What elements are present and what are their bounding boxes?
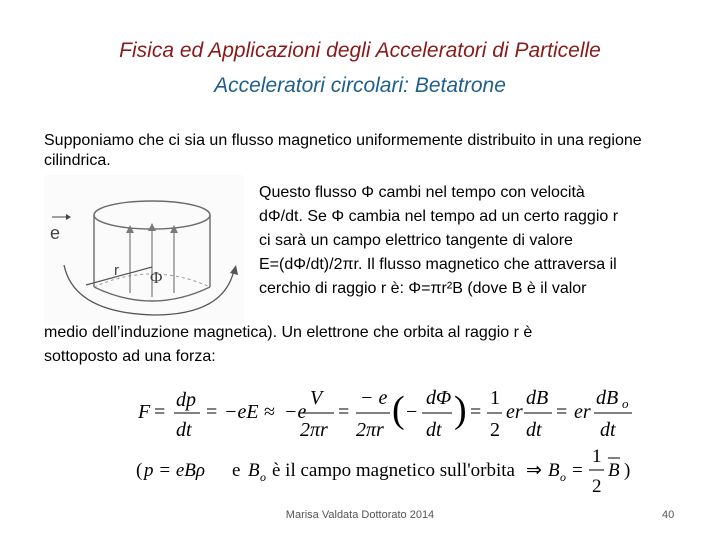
eq2-implies: ⇒	[526, 460, 542, 481]
eq-minus: −	[406, 401, 418, 423]
eq-dt: dt	[526, 419, 542, 441]
eq-minus-eE: −eE	[224, 401, 259, 423]
text-line: medio dell’induzione magnetica). Un elettrone che orbita al raggio r è	[44, 324, 533, 341]
eq-dt: dt	[426, 419, 442, 441]
footer-author: Marisa Valdata Dottorato 2014	[285, 509, 435, 521]
orbit-condition-equation	[136, 446, 656, 498]
right-paragraph	[259, 181, 699, 301]
eq-V: V	[310, 388, 323, 409]
text-line: Questo flusso Φ cambi nel tempo con velocità	[259, 184, 585, 201]
eq2-B: B	[608, 460, 620, 481]
slide-title-line1: Fisica ed Applicazioni degli Acceleratori di Particelle	[119, 39, 601, 62]
eq-equals: =	[338, 401, 350, 423]
eq-dp: dp	[176, 389, 196, 411]
continued-paragraph	[44, 321, 684, 369]
sketch-label-phi: Φ	[150, 268, 163, 287]
eq2-p-eq: p = eBρ	[144, 460, 205, 481]
sketch-label-r: r	[114, 262, 119, 279]
eq2-equals: =	[572, 460, 583, 481]
eq-er: er	[574, 401, 591, 423]
eq-dt: dt	[176, 419, 192, 441]
text-line: ci sarà un campo elettrico tangente di valore	[259, 232, 573, 249]
eq2-e: e	[232, 460, 241, 481]
intro-paragraph: Supponiamo che ci sia un flusso magnetico uniformemente distribuito in una regione cilindrica.	[44, 132, 642, 169]
eq2-half-den: 2	[592, 476, 602, 497]
eq-two: 2	[490, 419, 500, 441]
eq-dPhi: dΦ	[426, 388, 452, 409]
text-line: E=(dΦ/dt)/2πr. Il flusso magnetico che attraversa il	[259, 256, 617, 273]
page-number: 40	[662, 509, 675, 521]
eq-equals: =	[556, 401, 568, 423]
eq-dt: dt	[600, 419, 616, 441]
eq-2pir: 2πr	[356, 419, 384, 441]
eq2-sub-o: o	[260, 470, 266, 484]
eq-F: F	[138, 401, 151, 423]
eq2-Bo2: B	[548, 460, 560, 481]
text-line: cerchio di raggio r è: Φ=πr²B (dove B è il valor	[259, 280, 587, 297]
text-line: sottoposto ad una forza:	[44, 348, 216, 365]
sketch-label-e: e	[50, 223, 61, 243]
text-line: dΦ/dt. Se Φ cambia nel tempo ad un certo raggio r	[259, 208, 619, 225]
eq2-half-num: 1	[592, 446, 602, 467]
eq-2pir: 2πr	[300, 419, 328, 441]
eq-equals: =	[154, 401, 166, 423]
eq-dBo: dB	[596, 388, 619, 409]
eq2-Bo: B	[248, 460, 260, 481]
eq-one: 1	[490, 388, 500, 409]
eq-minus-e2: − e	[360, 388, 388, 409]
eq-approx: ≈	[264, 401, 275, 423]
eq-equals: =	[206, 401, 218, 423]
eq2-rparen: )	[624, 460, 631, 481]
eq-lparen: (	[392, 389, 405, 431]
eq2-text: è il campo magnetico sull'orbita	[272, 460, 515, 481]
cylinder-sketch	[44, 175, 244, 325]
eq-rparen: )	[454, 389, 467, 431]
slide-title-line2: Acceleratori circolari: Betatrone	[214, 74, 506, 97]
eq-sub-o: o	[622, 396, 629, 411]
eq2-sub-o: o	[560, 470, 566, 484]
force-equation	[138, 388, 658, 448]
eq-equals: =	[470, 401, 482, 423]
eq-er: er	[506, 401, 523, 423]
eq-dB: dB	[526, 388, 549, 409]
eq2-lparen: (	[136, 460, 143, 481]
eq-minus-e: −e	[284, 401, 307, 423]
